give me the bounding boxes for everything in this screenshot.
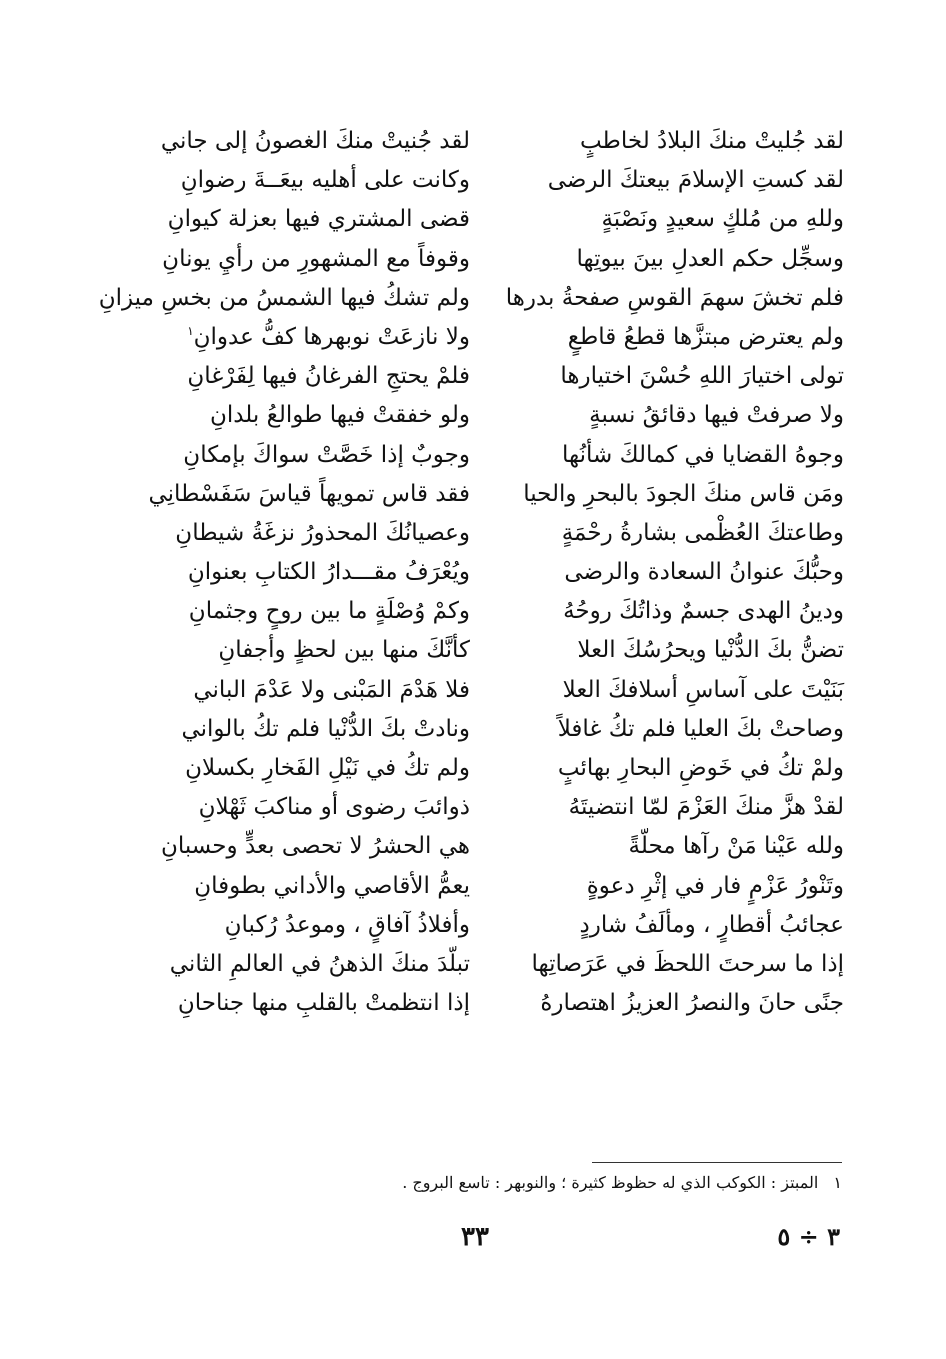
verse-text: بَنَيْتَ على آساسِ أسلافكَ العلا [562, 676, 844, 703]
verse-line [122, 710, 470, 749]
verse-line [496, 200, 844, 239]
verse-text: ولم تكُ في نَيْلِ الفَخارِ بكسلانِ [185, 755, 470, 781]
verse-text: ودينُ الهدى جسمٌ وذاتُكَ روحُهُ [563, 598, 844, 625]
verse-line [122, 867, 470, 906]
verse-text: ونادتْ بكَ الدُّنْيا فلم تكُ بالواني [181, 715, 470, 742]
footnote-text: المبتز : الكوكب الذي له حظوظ كثيرة ؛ والنوبهر : تاسع البروج . [402, 1173, 819, 1192]
verse-line [496, 631, 844, 670]
verse-text: وسجِّل حكم العدلِ بينَ بيوتِها [576, 245, 844, 272]
verse-line [122, 161, 470, 200]
verse-line [496, 592, 844, 631]
verse-line [496, 906, 844, 945]
verse-text: وطاعتكَ العُظْمى بشارةُ رحْمَةٍ [561, 519, 844, 546]
verse-text: وأفلاذُ آفاقٍ ، وموعدُ رُكبانِ [224, 911, 470, 938]
verse-text: لقد كستِ الإسلامَ بيعتكَ الرضى [547, 167, 844, 194]
verse-line [122, 357, 470, 396]
verse-text: يعمُّ الأقاصي والأداني بطوفانِ [194, 872, 470, 899]
verse-text: كأنَّكَ منها بين لحظٍ وأجفانِ [218, 637, 470, 664]
verse-line [122, 945, 470, 984]
verse-text: وكانت على أهليه بيعَــةَ رضوانِ [180, 167, 470, 194]
verse-line [496, 867, 844, 906]
verse-text: ولمْ تكُ في خَوضِ البحارِ بهائبٍ [557, 755, 844, 781]
verse-line [98, 279, 470, 318]
verse-line [496, 788, 844, 827]
verse-text: لقدْ هزَّ منكَ العَزْمَ لمّا انتضيتَهُ [568, 794, 844, 821]
verse-line [122, 827, 470, 866]
verse-text: إذا انتظمتْ بالقلبِ منها جناحانِ [177, 990, 470, 1017]
verse-text: ولا نازعَتْ نوبهرها كفُّ عدوانِ [193, 323, 470, 350]
poem-right-column [496, 122, 844, 1023]
verse-line [496, 475, 844, 514]
verse-text: وحبُّكَ عنوانُ السعادة والرضى [564, 559, 844, 586]
verse-line [122, 514, 470, 553]
verse-line [122, 749, 470, 788]
verse-text: ذوائبَ رضوى أو مناكبَ ثَهْلانِ [198, 794, 470, 821]
verse-text: لقد جُنيتْ منكَ الغصونُ إلى جاني [160, 128, 470, 154]
verse-text: هي الحشرُ لا تحصى بعدٍّ وحسبانِ [160, 833, 470, 860]
verse-text: تبلّدَ منكَ الذهنُ في العالمِ الثاني [169, 950, 470, 977]
page-number: ٣٣ [461, 1222, 489, 1252]
verse-line [496, 357, 844, 396]
verse-line [122, 906, 470, 945]
footnote-marker: ١ [187, 324, 194, 339]
verse-text: ومَن قاس منكَ الجودَ بالبحرِ والحيا [523, 480, 844, 507]
verse-text: قضى المشتري فيها بعزلة كيوانِ [167, 206, 470, 233]
verse-line [496, 553, 844, 592]
verse-line [122, 984, 470, 1023]
verse-text: وتَنْورُ عَزْمٍ فار في إثْرِ دعوةٍ [586, 872, 844, 899]
verse-line [496, 240, 844, 279]
verse-text: فقد قاس تمويهاً قياسَ سَفَسْطانِي [148, 480, 470, 507]
verse-text: وصاحتْ بكَ العليا فلم تكُ غافلاً [557, 715, 844, 742]
verse-text: ولا صرفتْ فيها دقائقُ نسبةٍ [589, 402, 844, 429]
verse-text: لقد جُليتْ منكَ البلادُ لخاطبٍ [579, 128, 844, 154]
verse-text: ولم تشكُ فيها الشمسُ من بخسِ ميزانِ [98, 284, 470, 311]
verse-line [122, 788, 470, 827]
verse-text: وعصيانُكَ المحذورُ نزغَةُ شيطانِ [175, 519, 470, 546]
verse-line [122, 475, 470, 514]
footnote-number: ١ [833, 1173, 842, 1192]
verse-line [122, 671, 470, 710]
verse-line [496, 945, 844, 984]
verse-text: ولله عَيْنا مَنْ رآها محلّةً [628, 833, 844, 860]
footnote [102, 1172, 842, 1194]
verse-text: وجوبٌ إذا خَصَّتْ سواكَ بإمكانِ [183, 441, 470, 468]
verse-line [122, 436, 470, 475]
verse-line [496, 514, 844, 553]
verse-line [122, 553, 470, 592]
verse-text: إذا ما سرحتَ اللحظَ في عَرَصاتِها [531, 950, 844, 977]
verse-text: فلا هَدْمَ المَبْنى ولا عَدْمَ الباني [193, 676, 470, 703]
signature-mark: ٣ ÷ ٥ [777, 1222, 840, 1251]
poem-left-column [98, 122, 470, 1023]
verse-line [122, 240, 470, 279]
verse-text: تضنُّ بكَ الدُّنْيا ويحرُسُكَ العلا [577, 637, 844, 664]
verse-text: وكمْ وُصْلَةٍ ما بين روحٍ وجثمانِ [188, 598, 470, 625]
verse-line [496, 318, 844, 357]
verse-text: فلمْ يحتجِ الفرغانُ فيها لِفَرْغانِ [187, 363, 470, 390]
verse-line [496, 396, 844, 435]
verse-line [122, 122, 470, 161]
verse-text: ولم يعترض مبتزَّها قطعُ قاطعٍ [567, 323, 844, 350]
verse-text: عجائبُ أقطارٍ ، ومألَفُ شاردٍ [579, 911, 844, 938]
verse-text: جنًى حانَ والنصرُ العزيزُ اهتصارهُ [540, 990, 844, 1017]
verse-line [496, 827, 844, 866]
verse-text: ويُعْرَفُ مقـــدارُ الكتابِ بعنوانِ [187, 559, 470, 586]
verse-line [122, 318, 470, 357]
verse-text: تولى اختيارَ اللهِ حُسْنَ اختيارها [560, 363, 844, 390]
verse-line [496, 161, 844, 200]
verse-line [122, 592, 470, 631]
verse-line [496, 749, 844, 788]
verse-line [496, 122, 844, 161]
verse-line [122, 396, 470, 435]
verse-text: ولو خفقتْ فيها طوالعُ بلدانِ [209, 402, 470, 429]
verse-text: فلم تخشَ سهمَ القوسِ صفحةُ بدرها [505, 284, 844, 311]
verse-line [496, 710, 844, 749]
verse-line [496, 279, 844, 318]
verse-text: وجوهُ القضايا في كمالكَ شأنُها [562, 441, 844, 468]
verse-line [496, 671, 844, 710]
footnote-rule [592, 1162, 842, 1163]
verse-line [496, 984, 844, 1023]
verse-line [122, 200, 470, 239]
verse-line [122, 631, 470, 670]
verse-text: وقوفاً مع المشهورِ من رأيِ يونانِ [162, 245, 470, 272]
verse-line [496, 436, 844, 475]
verse-text: وللهِ من مُلكٍ سعيدٍ ونَصْبَةٍ [601, 206, 844, 233]
